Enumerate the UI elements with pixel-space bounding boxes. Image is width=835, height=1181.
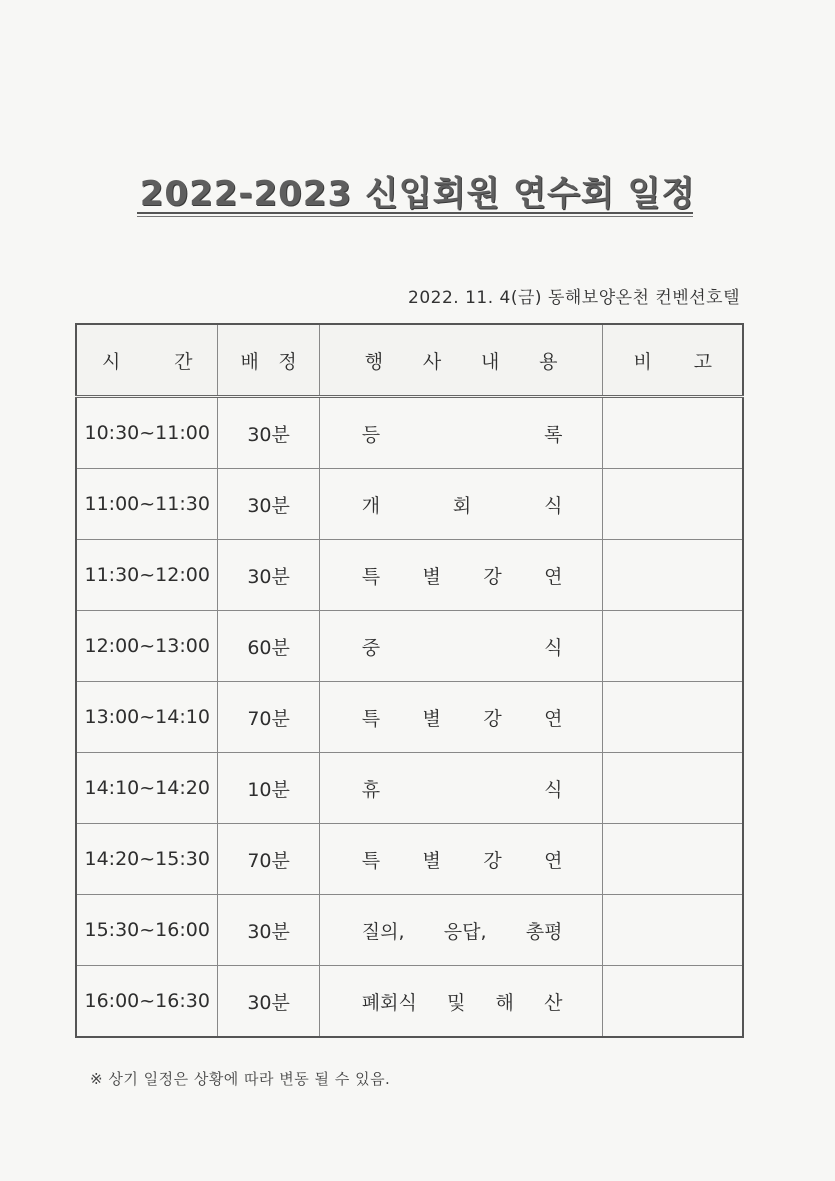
header-row: [76, 324, 743, 397]
event-cell: [319, 966, 603, 1038]
event-word: 회: [452, 494, 472, 517]
event-cell: [319, 469, 603, 540]
header-duration-char: 배: [240, 350, 259, 373]
duration-cell: 30분: [218, 540, 319, 611]
time-cell: 11:30~12:00: [76, 540, 218, 611]
event-word: 특: [361, 565, 381, 588]
note-cell: [603, 966, 743, 1038]
event-word: 특: [361, 707, 381, 730]
event-cell: [319, 895, 603, 966]
header-event-char: 사: [422, 350, 442, 373]
header-event: [319, 324, 603, 397]
duration-cell: 30분: [218, 895, 319, 966]
table-row: [76, 540, 743, 611]
table-row: [76, 753, 743, 824]
event-word: 강: [483, 707, 502, 730]
note-cell: [603, 895, 743, 966]
table-row: [76, 966, 743, 1038]
event-word: 연: [544, 707, 563, 730]
schedule-table: [75, 323, 744, 1038]
duration-cell: 30분: [218, 397, 319, 469]
event-date-location: 2022. 11. 4(금) 동해보양온천 컨벤션호텔: [408, 288, 740, 308]
event-cell: [319, 397, 603, 469]
footnote: ※ 상기 일정은 상황에 따라 변동 될 수 있음.: [90, 1070, 391, 1088]
time-cell: 15:30~16:00: [76, 895, 218, 966]
event-word: 별: [422, 565, 441, 588]
table-row: [76, 682, 743, 753]
header-duration: [218, 324, 319, 397]
time-cell: 11:00~11:30: [76, 469, 218, 540]
duration-cell: 60분: [218, 611, 319, 682]
event-word: 산: [544, 991, 563, 1014]
event-word: 특: [361, 849, 381, 872]
table-row: [76, 895, 743, 966]
event-word: 및: [447, 991, 466, 1014]
header-note-char: 비: [633, 350, 652, 373]
event-word: 질의,: [361, 920, 405, 943]
time-cell: 10:30~11:00: [76, 397, 218, 469]
event-word: 폐회식: [361, 991, 417, 1014]
table-row: [76, 824, 743, 895]
table-row: [76, 469, 743, 540]
header-time-char: 시: [102, 350, 121, 373]
event-word: 강: [483, 565, 502, 588]
event-cell: [319, 753, 603, 824]
header-event-char: 내: [480, 350, 500, 373]
duration-cell: 70분: [218, 824, 319, 895]
note-cell: [603, 397, 743, 469]
duration-cell: 30분: [218, 966, 319, 1038]
table-row: [76, 611, 743, 682]
event-word: 식: [544, 636, 563, 659]
document-title: 2022-2023 신입회원 연수회 일정: [139, 174, 696, 214]
header-time: [76, 324, 218, 397]
event-word: 록: [544, 423, 563, 446]
note-cell: [603, 824, 743, 895]
time-cell: 14:20~15:30: [76, 824, 218, 895]
event-word: 휴: [361, 778, 381, 801]
header-event-char: 행: [364, 350, 384, 373]
event-word: 응답,: [443, 920, 487, 943]
event-word: 별: [422, 849, 441, 872]
event-word: 식: [544, 778, 563, 801]
note-cell: [603, 469, 743, 540]
event-cell: [319, 682, 603, 753]
header-time-char: 간: [174, 350, 193, 373]
event-word: 개: [361, 494, 381, 517]
header-note: [603, 324, 743, 397]
note-cell: [603, 682, 743, 753]
event-word: 식: [544, 494, 563, 517]
event-cell: [319, 540, 603, 611]
event-word: 중: [361, 636, 381, 659]
time-cell: 16:00~16:30: [76, 966, 218, 1038]
header-event-char: 용: [539, 350, 558, 373]
table-row: [76, 397, 743, 469]
header-duration-char: 정: [278, 350, 297, 373]
event-cell: [319, 824, 603, 895]
event-word: 연: [544, 565, 563, 588]
note-cell: [603, 611, 743, 682]
time-cell: 13:00~14:10: [76, 682, 218, 753]
duration-cell: 10분: [218, 753, 319, 824]
time-cell: 12:00~13:00: [76, 611, 218, 682]
event-word: 해: [495, 991, 514, 1014]
event-cell: [319, 611, 603, 682]
duration-cell: 70분: [218, 682, 319, 753]
event-word: 별: [422, 707, 441, 730]
event-word: 강: [483, 849, 502, 872]
note-cell: [603, 753, 743, 824]
event-word: 총평: [525, 920, 563, 943]
header-note-char: 고: [693, 350, 712, 373]
event-word: 등: [361, 423, 381, 446]
event-word: 연: [544, 849, 563, 872]
time-cell: 14:10~14:20: [76, 753, 218, 824]
title-underline: [137, 212, 693, 217]
duration-cell: 30분: [218, 469, 319, 540]
note-cell: [603, 540, 743, 611]
